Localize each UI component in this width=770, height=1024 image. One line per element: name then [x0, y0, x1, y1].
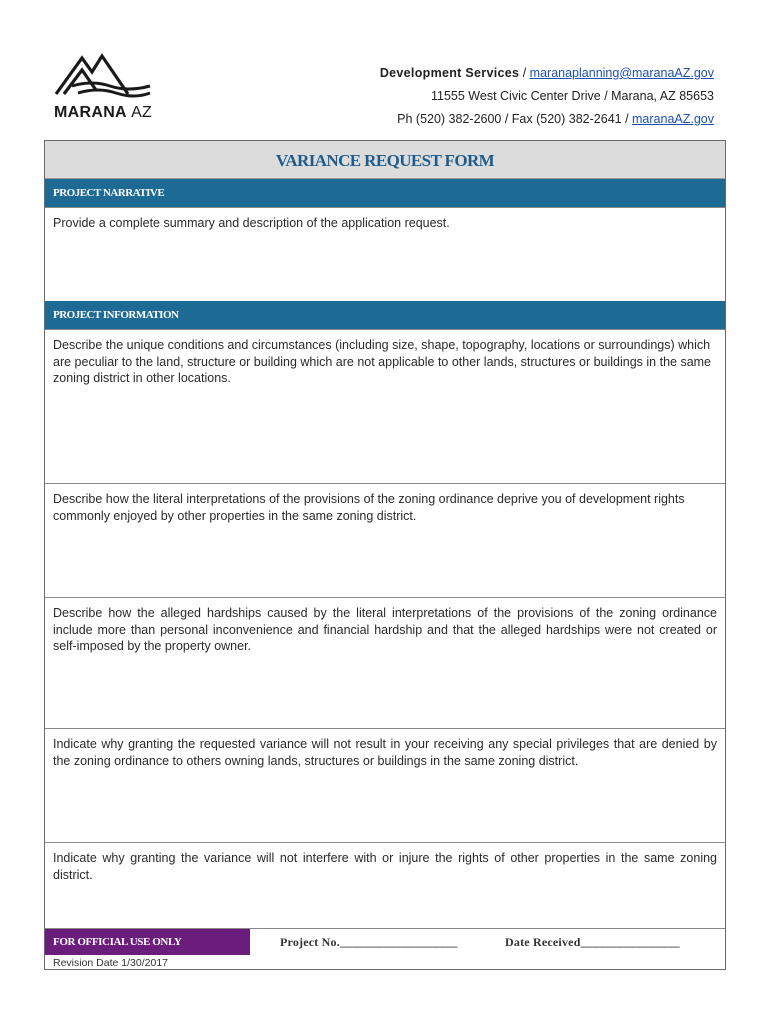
question-field-3[interactable]	[45, 597, 725, 728]
mountain-logo-icon	[52, 50, 152, 100]
variance-form	[44, 140, 726, 970]
phone-fax: Ph (520) 382-2600 / Fax (520) 382-2641 /	[397, 112, 633, 126]
address-line: 11555 West Civic Center Drive / Marana, AZ 85653	[430, 89, 714, 103]
question-field-4[interactable]	[45, 728, 725, 842]
website-link[interactable]: maranaAZ.gov	[632, 112, 714, 126]
question-text-4: Indicate why granting the requested variance will not result in your receiving any special privileges that are denied by the zoning ordinance to others owning lands, structures or buildings in the same zoning district.	[53, 737, 717, 768]
contact-line-3	[380, 108, 714, 131]
question-text-2: Describe how the literal interpretations of the provisions of the zoning ordinance deprive you of development rights commonly enjoyed by other properties in the same zoning district.	[53, 492, 685, 523]
contact-block	[380, 62, 714, 131]
revision-date: Revision Date 1/30/2017	[53, 957, 168, 969]
logo-text-main: MARANA	[54, 104, 127, 121]
official-use-label: FOR OFFICIAL USE ONLY	[45, 929, 250, 955]
question-field-1[interactable]	[45, 329, 725, 483]
contact-line-1	[380, 62, 714, 85]
narrative-prompt: Provide a complete summary and description of the application request.	[53, 216, 450, 230]
official-use-row	[45, 928, 725, 969]
logo-text-suffix: AZ	[131, 104, 153, 121]
form-title: VARIANCE REQUEST FORM	[45, 141, 725, 179]
narrative-field[interactable]	[45, 207, 725, 301]
department-name: Development Services	[379, 66, 520, 80]
email-link[interactable]: maranaplanning@maranaAZ.gov	[529, 66, 714, 80]
question-text-5: Indicate why granting the variance will not interfere with or injure the rights of other properties in the same zoning district.	[53, 851, 717, 882]
question-text-3: Describe how the alleged hardships caused by the literal interpretations of the provisions of the zoning ordinance include more than personal inconvenience and financial hardship and that the alleged hardships were not created or self-imposed by the property owner.	[53, 606, 717, 653]
section-project-narrative: PROJECT NARRATIVE	[45, 179, 725, 207]
logo-wordmark	[54, 104, 152, 122]
question-field-2[interactable]	[45, 483, 725, 597]
section-project-information: PROJECT INFORMATION	[45, 301, 725, 329]
page-header	[0, 0, 770, 135]
date-received-field[interactable]: Date Received________________	[505, 935, 680, 949]
question-text-1: Describe the unique conditions and circumstances (including size, shape, topography, locations or surroundings) which are peculiar to the land, structure or building which are not applicable to other lands, structures or buildings in the same zoning district in other locations.	[53, 338, 712, 385]
project-number-field[interactable]: Project No.___________________	[280, 935, 458, 949]
marana-logo	[52, 50, 162, 124]
separator: /	[519, 66, 530, 80]
